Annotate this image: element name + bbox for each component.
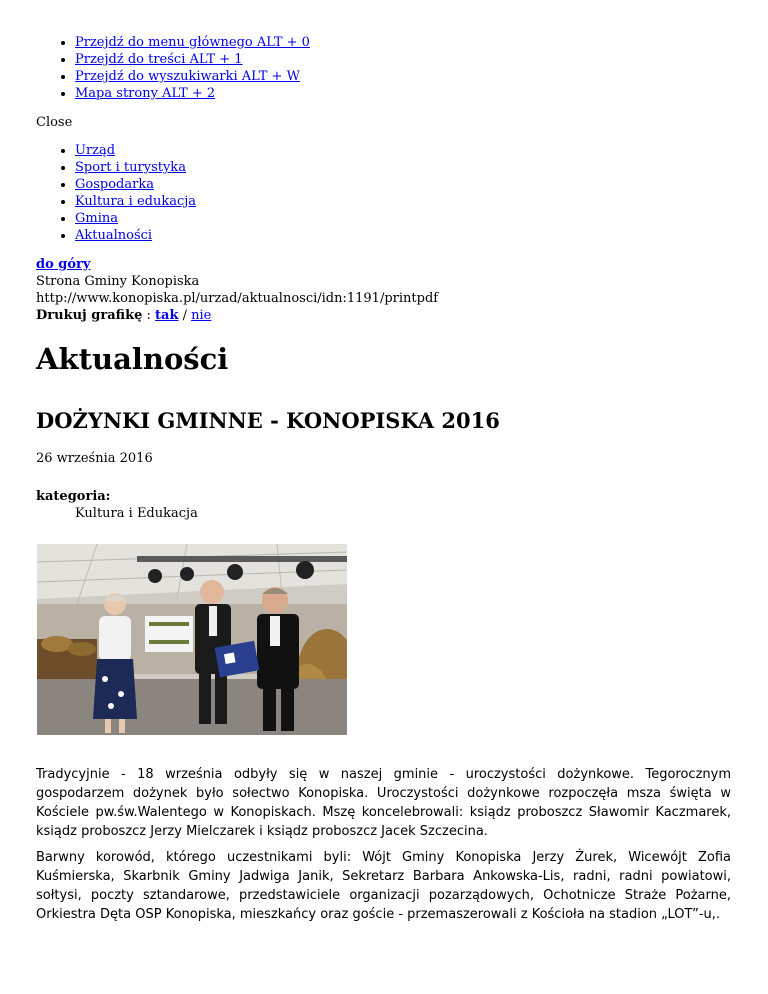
nav-item — [75, 159, 196, 176]
nav-link-gospodarka[interactable]: Gospodarka — [75, 177, 154, 192]
nav-item — [75, 227, 196, 244]
print-graphics-no-link[interactable]: nie — [191, 308, 212, 323]
article-title: DOŻYNKI GMINNE - KONOPISKA 2016 — [36, 408, 500, 433]
article-date: 26 września 2016 — [36, 451, 153, 466]
skip-links-list — [36, 34, 310, 102]
ceremony-photo-illustration — [37, 544, 347, 735]
skip-link-item — [75, 85, 310, 102]
nav-item — [75, 176, 196, 193]
category-value: Kultura i Edukacja — [75, 506, 198, 521]
nav-item — [75, 210, 196, 227]
sitemap-link[interactable]: Mapa strony ALT + 2 — [75, 86, 216, 101]
article-paragraph: Barwny korowód, którego uczestnikami byli: Wójt Gminy Konopiska Jerzy Żurek, Wicewójt Zofia Kuśmierska, Skarbnik Gminy Jadwiga Janik, Sekretarz Barbara Ankowska-Lis, radni, radni powiatowi, sołtysi, poczty sztandarowe, przedstawiciele organizacji pozarządowych, Ochotnicze Straże Pożarne, Orkiestra Dęta OSP Konopiska, mieszkańcy oraz goście - przemaszerowali z Kościoła na stadion „LOT”-u,. — [36, 850, 731, 922]
nav-link-urzad[interactable]: Urząd — [75, 143, 116, 158]
skip-to-content-link[interactable]: Przejdź do treści ALT + 1 — [75, 52, 243, 67]
close-label[interactable]: Close — [36, 115, 73, 130]
site-name: Strona Gminy Konopiska — [36, 274, 200, 289]
nav-link-sport[interactable]: Sport i turystyka — [75, 160, 186, 175]
nav-link-kultura[interactable]: Kultura i edukacja — [75, 194, 197, 209]
print-graphics-colon: : — [142, 308, 156, 323]
print-header — [36, 256, 438, 324]
skip-link-item — [75, 51, 310, 68]
print-url: http://www.konopiska.pl/urzad/aktualnosci/idn:1191/printpdf — [36, 291, 439, 306]
print-graphics-yes-link[interactable]: tak — [155, 308, 179, 323]
article-category — [36, 488, 198, 522]
nav-link-gmina[interactable]: Gmina — [75, 211, 118, 226]
category-label: kategoria: — [36, 489, 111, 504]
nav-link-aktualnosci[interactable]: Aktualności — [75, 228, 153, 243]
skip-link-item — [75, 68, 310, 85]
page-title: Aktualności — [36, 342, 229, 376]
skip-to-main-menu-link[interactable]: Przejdź do menu głównego ALT + 0 — [75, 35, 310, 50]
nav-item — [75, 142, 196, 159]
skip-link-item — [75, 34, 310, 51]
print-graphics-slash: / — [178, 308, 192, 323]
main-nav-list — [36, 142, 196, 244]
skip-to-search-link[interactable]: Przejdź do wyszukiwarki ALT + W — [75, 69, 300, 84]
print-graphics-label: Drukuj grafikę — [36, 308, 143, 323]
article-photo — [37, 544, 347, 735]
back-to-top-link[interactable]: do góry — [36, 257, 91, 272]
article-paragraph: Tradycyjnie - 18 września odbyły się w naszej gminie - uroczystości dożynkowe. Tegorocznym gospodarzem dożynek było sołectwo Konopiska. Uroczystości dożynkowe rozpoczęła msza święta w Kościele pw.św.Walentego w Konopiskach. Mszę koncelebrowali: ksiądz proboszcz Sławomir Kaczmarek, ksiądz proboszcz Jerzy Mielczarek i ksiądz proboszcz Jacek Szczecina. — [36, 767, 731, 839]
print-graphics-row — [36, 307, 438, 324]
nav-item — [75, 193, 196, 210]
